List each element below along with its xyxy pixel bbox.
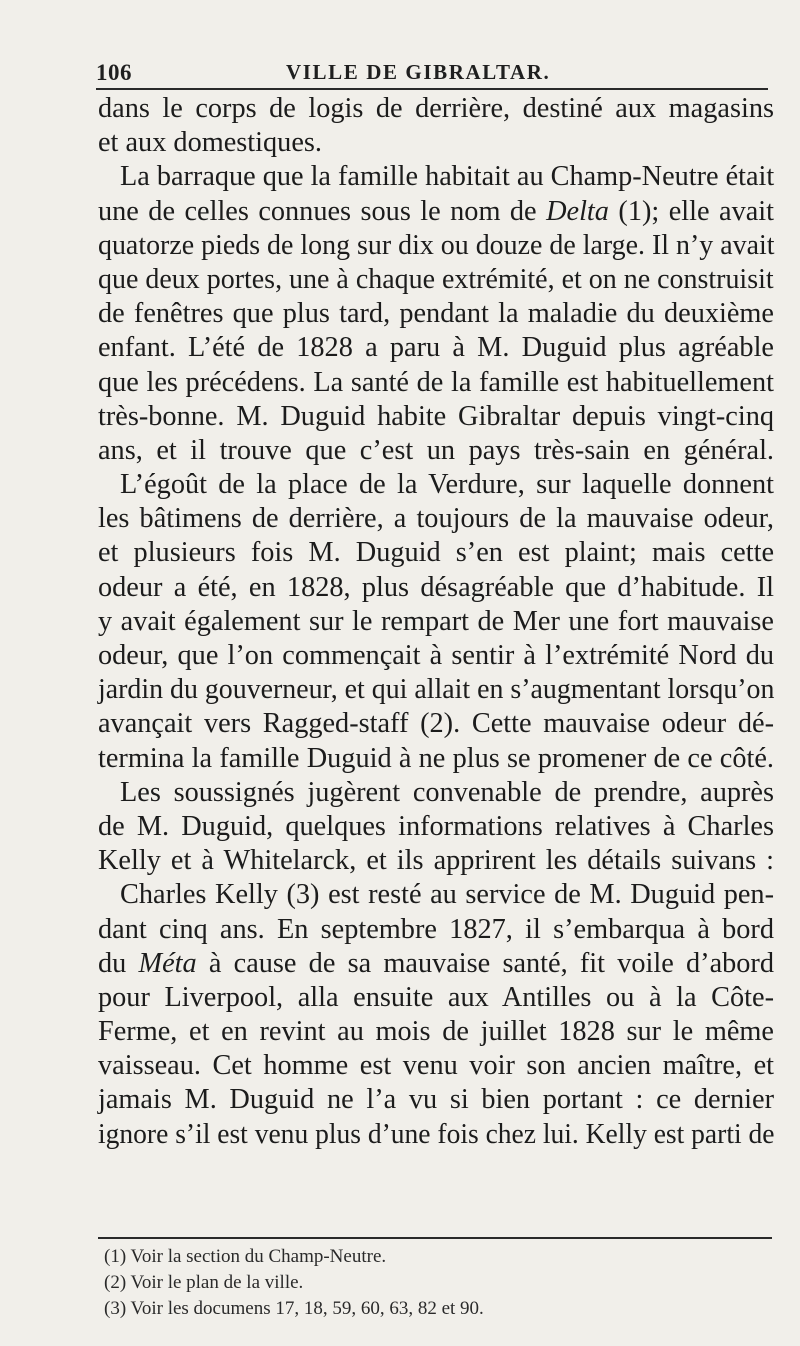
text-line-24: Charles Kelly (3) est resté au service de M. Duguid pen- [120, 879, 774, 911]
text-line-13: les bâtimens de derrière, a toujours de la mauvaise odeur, [98, 503, 774, 535]
text-line-7: de fenêtres que plus tard, pendant la maladie du deuxième [98, 298, 774, 330]
text-line-31: ignore s’il est venu plus d’une fois chez lui. Kelly est parti de [98, 1118, 775, 1150]
text-line-3: La barraque que la famille habitait au Champ-Neutre était [119, 161, 775, 193]
text-line-26: du Méta à cause de sa mauvaise santé, fit voile d’abord [98, 947, 774, 979]
text-line-18: jardin du gouverneur, et qui allait en s’augmentant lorsqu’on [98, 674, 775, 706]
text-line-6: que deux portes, une à chaque extrémité, et on ne construisit [98, 263, 774, 295]
footnotes [104, 1244, 724, 1322]
text-line-25: dant cinq ans. En septembre 1827, il s’embarqua à bord [98, 913, 774, 945]
text-line-4: une de celles connues sous le nom de Delta (1); elle avait [98, 195, 774, 227]
text-line-22: de M. Duguid, quelques informations relatives à Charles [98, 810, 774, 842]
text-line-29: vaisseau. Cet homme est venu voir son ancien maître, et [98, 1050, 774, 1082]
running-head [96, 60, 756, 86]
header-rule [96, 88, 768, 90]
ship-name-meta: Méta [138, 947, 197, 979]
text-line-16: y avait également sur le rempart de Mer une fort mauvaise [98, 605, 774, 637]
text-line-20: termina la famille Duguid à ne plus se promener de ce côté. [98, 742, 774, 774]
footnote-1: (1) Voir la section du Champ-Neutre. [104, 1246, 387, 1267]
footnote-2: (2) Voir le plan de la ville. [104, 1272, 304, 1293]
text-line-1: dans le corps de logis de derrière, destiné aux magasins [98, 93, 774, 124]
text-line-30: jamais M. Duguid ne l’a vu si bien portant : ce dernier [98, 1084, 774, 1116]
text-line-11: ans, et il trouve que c’est un pays très-sain en général. [98, 434, 774, 466]
text-line-17: odeur, que l’on commençait à sentir à l’extrémité Nord du [98, 640, 774, 671]
running-title: VILLE DE GIBRALTAR. [286, 60, 551, 84]
footnote-3: (3) Voir les documens 17, 18, 59, 60, 63, 82 et 90. [104, 1298, 484, 1319]
footnote-rule [98, 1237, 772, 1239]
text-line-15: odeur a été, en 1828, plus désagréable que d’habitude. Il [98, 571, 774, 603]
text-line-2: et aux domestiques. [98, 127, 322, 159]
page-number: 106 [96, 60, 132, 85]
text-line-19: avançait vers Ragged-staff (2). Cette mauvaise odeur dé- [98, 708, 774, 740]
text-line-27: pour Liverpool, alla ensuite aux Antilles ou à la Côte- [98, 981, 774, 1013]
body-text [98, 92, 774, 1152]
text-line-28: Ferme, et en revint au mois de juillet 1828 sur le même [98, 1016, 774, 1048]
text-line-10: très-bonne. M. Duguid habite Gibraltar depuis vingt-cinq [98, 400, 774, 432]
ship-name-delta: Delta [546, 195, 609, 227]
text-line-12: L’égoût de la place de la Verdure, sur laquelle donnent [120, 469, 774, 501]
text-line-23: Kelly et à Whitelarck, et ils apprirent les détails suivans : [98, 845, 774, 877]
text-line-5: quatorze pieds de long sur dix ou douze de large. Il n’y avait [98, 229, 775, 261]
text-line-14: et plusieurs fois M. Duguid s’en est plaint; mais cette [98, 537, 774, 569]
text-line-8: enfant. L’été de 1828 a paru à M. Duguid plus agréable [98, 332, 774, 364]
text-line-9: que les précédens. La santé de la famille est habituellement [98, 366, 774, 398]
text-line-21: Les soussignés jugèrent convenable de prendre, auprès [120, 776, 774, 808]
